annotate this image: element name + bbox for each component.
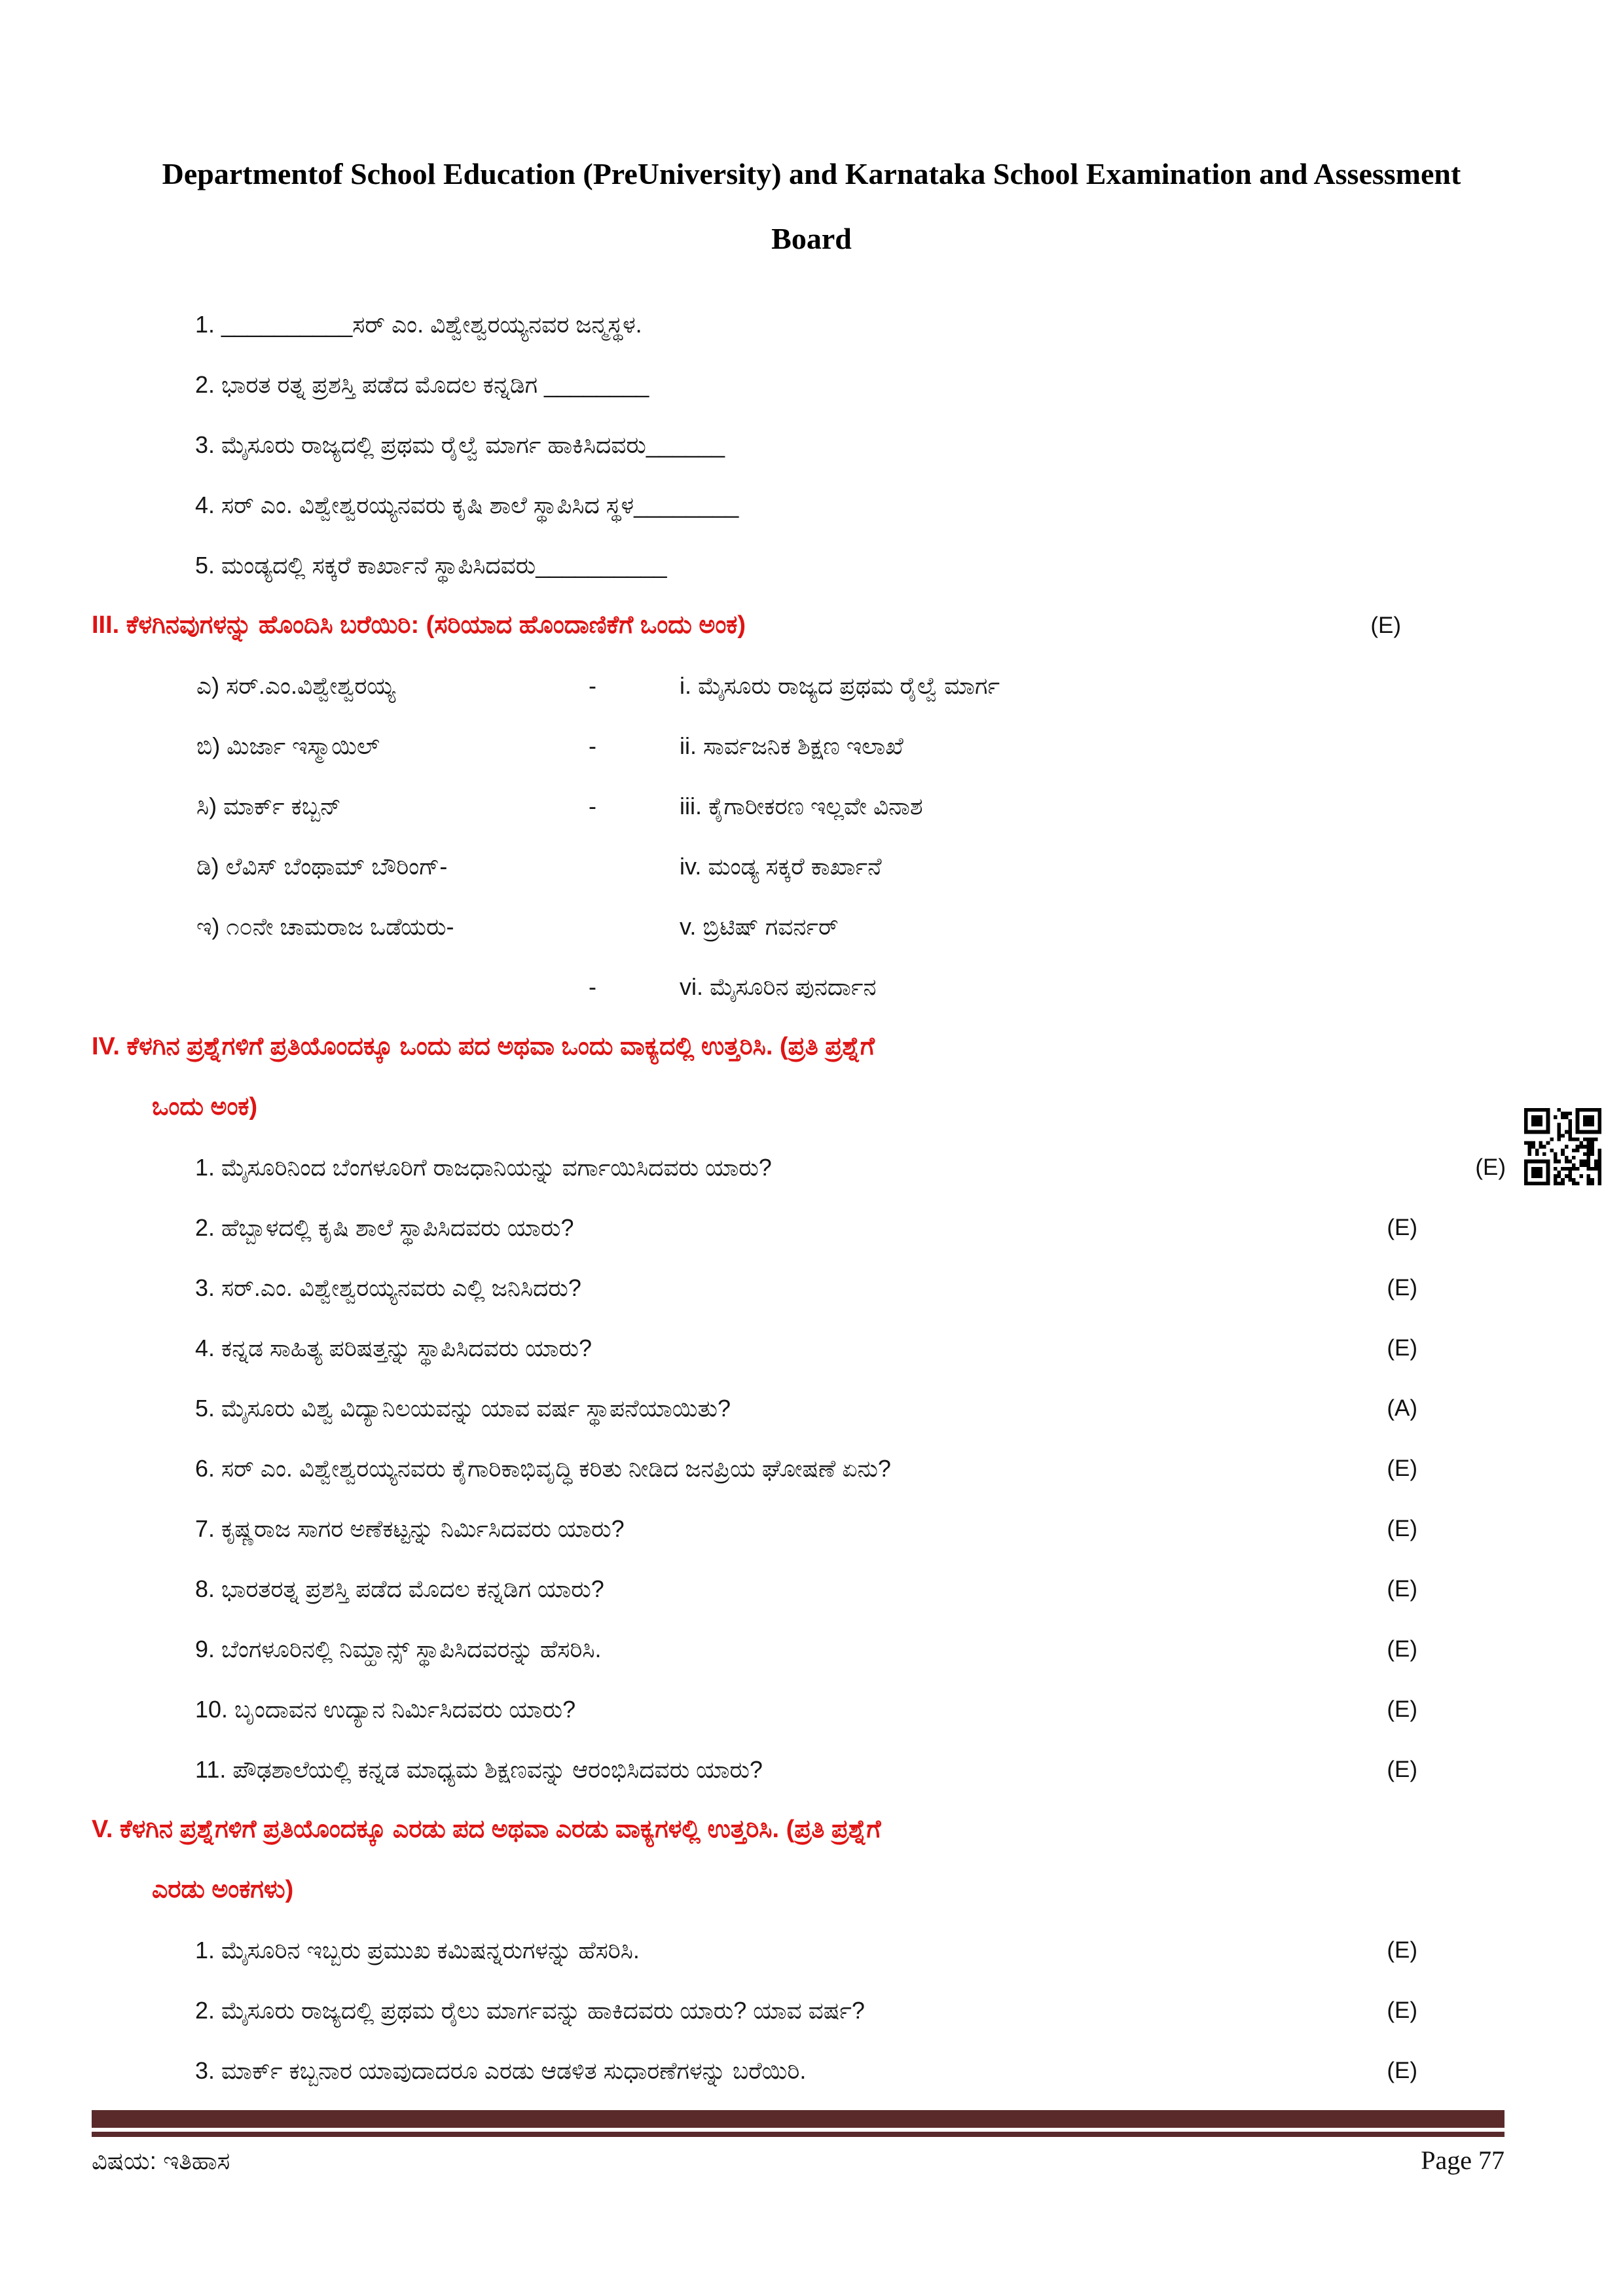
question-mark-label: (E) <box>1387 2057 1417 2083</box>
document-header <box>0 0 1623 257</box>
question-text: 9. ಬೆಂಗಳೂರಿನಲ್ಲಿ ನಿಮ್ಹಾನ್ಸ್ ಸ್ಥಾಪಿಸಿದವರನ್ನು ಹೆಸರಿಸಿ. <box>195 1635 602 1662</box>
match-right-item: v. ಬ್ರಿಟಿಷ್ ಗವರ್ನರ್ <box>680 912 839 940</box>
blank-item-text: 4. ಸರ್ ಎಂ. ವಿಶ್ವೇಶ್ವರಯ್ಯನವರು ಕೃಷಿ ಶಾಲೆ ಸ್ಥಾಪಿಸಿದ ಸ್ಥಳ________ <box>195 491 739 518</box>
match-row <box>196 716 1440 776</box>
question-row <box>195 1499 1417 1559</box>
question-text: 8. ಭಾರತರತ್ನ ಪ್ರಶಸ್ತಿ ಪಡೆದ ಮೊದಲ ಕನ್ನಡಿಗ ಯಾರು? <box>195 1575 604 1602</box>
question-text: 7. ಕೃಷ್ಣರಾಜ ಸಾಗರ ಅಣೆಕಟ್ಟನ್ನು ನಿರ್ಮಿಸಿದವರು ಯಾರು? <box>195 1515 625 1542</box>
match-left-item: ಸಿ) ಮಾರ್ಕ್ ಕಬ್ಬನ್ <box>196 792 341 819</box>
section-4-title-line-1: IV. ಕೆಳಗಿನ ಪ್ರಶ್ನೆಗಳಿಗೆ ಪ್ರತಿಯೊಂದಕ್ಕೂ ಒಂದು ಪದ ಅಥವಾ ಒಂದು ವಾಕ್ಯದಲ್ಲಿ ಉತ್ತರಿಸಿ. (ಪ್ರತಿ ಪ್ರಶ್ನೆಗೆ <box>92 1032 875 1060</box>
question-text: 10. ಬೃಂದಾವನ ಉದ್ಯಾನ ನಿರ್ಮಿಸಿದವರು ಯಾರು? <box>195 1695 576 1723</box>
qr-code <box>1524 1108 1601 1185</box>
blank-item-text: 3. ಮೈಸೂರು ರಾಜ್ಯದಲ್ಲಿ ಪ್ರಥಮ ರೈಲ್ವೆ ಮಾರ್ಗ ಹಾಕಿಸಿದವರು______ <box>195 431 725 458</box>
section-5-heading <box>92 1800 1401 1860</box>
question-text: 11. ಪೌಢಶಾಲೆಯಲ್ಲಿ ಕನ್ನಡ ಮಾಧ್ಯಮ ಶಿಕ್ಷಣವನ್ನು ಆರಂಭಿಸಿದವರು ಯಾರು? <box>195 1755 763 1783</box>
question-row <box>195 1138 1506 1198</box>
question-mark-label: (E) <box>1387 1515 1417 1541</box>
match-right-item: iv. ಮಂಡ್ಯ ಸಕ್ಕರೆ ಕಾರ್ಖಾನೆ <box>680 852 882 880</box>
match-left-item: ಎ) ಸರ್.ಎಂ.ವಿಶ್ವೇಶ್ವರಯ್ಯ <box>196 672 395 699</box>
header-line-1: Departmentof School Education (PreUniversity) and Karnataka School Examination and Assessment <box>162 157 1461 190</box>
match-right-item: vi. ಮೈಸೂರಿನ ಪುನರ್ದಾನ <box>680 973 877 1000</box>
blank-item-text: 2. ಭಾರತ ರತ್ನ ಪ್ರಶಸ್ತಿ ಪಡೆದ ಮೊದಲ ಕನ್ನಡಿಗ ________ <box>195 370 649 398</box>
question-mark-label: (E) <box>1387 1937 1417 1963</box>
section-3-mark-label: (E) <box>1370 612 1401 638</box>
question-row <box>195 1740 1417 1800</box>
footer-subject-label: ವಿಷಯ: ಇತಿಹಾಸ <box>92 2147 230 2174</box>
question-mark-label: (E) <box>1387 1214 1417 1240</box>
question-text: 5. ಮೈಸೂರು ವಿಶ್ವ ವಿದ್ಯಾನಿಲಯವನ್ನು ಯಾವ ವರ್ಷ ಸ್ಥಾಪನೆಯಾಯಿತು? <box>195 1394 731 1422</box>
match-right-item: iii. ಕೈಗಾರೀಕರಣ ಇಲ್ಲವೇ ವಿನಾಶ <box>680 792 923 819</box>
question-mark-label: (A) <box>1387 1395 1417 1421</box>
question-mark-label: (E) <box>1387 1636 1417 1662</box>
match-left-item: ಇ) ೧೦ನೇ ಚಾಮರಾಜ ಒಡೆಯರು- <box>196 912 454 940</box>
question-row <box>195 1920 1417 1981</box>
match-dash: - <box>589 973 596 1000</box>
question-text: 1. ಮೈಸೂರಿನ ಇಬ್ಬರು ಪ್ರಮುಖ ಕಮಿಷನ್ನರುಗಳನ್ನು ಹೆಸರಿಸಿ. <box>195 1936 640 1964</box>
header-line-2: Board <box>771 221 852 255</box>
match-left-item: ಡಿ) ಲೆವಿಸ್ ಬೆಂಥಾಮ್ ಬೌರಿಂಗ್- <box>196 852 448 880</box>
question-row <box>195 2041 1417 2101</box>
footer-rule-thick <box>92 2110 1504 2128</box>
question-text: 2. ಹೆಬ್ಬಾಳದಲ್ಲಿ ಕೃಷಿ ಶಾಲೆ ಸ್ಥಾಪಿಸಿದವರು ಯಾರು? <box>195 1213 574 1241</box>
question-text: 3. ಮಾರ್ಕ್ ಕಬ್ಬನಾರ ಯಾವುದಾದರೂ ಎರಡು ಆಡಳಿತ ಸುಧಾರಣೆಗಳನ್ನು ಬರೆಯಿರಿ. <box>195 2056 807 2084</box>
match-right-item: ii. ಸಾರ್ವಜನಿಕ ಶಿಕ್ಷಣ ಇಲಾಖೆ <box>680 732 903 759</box>
blank-item-text: 5. ಮಂಡ್ಯದಲ್ಲಿ ಸಕ್ಕರೆ ಕಾರ್ಖಾನೆ ಸ್ಥಾಪಿಸಿದವರು__________ <box>195 551 667 579</box>
match-dash: - <box>589 672 596 699</box>
match-row <box>196 776 1440 836</box>
match-dash: - <box>589 732 596 759</box>
question-mark-label: (E) <box>1387 1756 1417 1782</box>
question-row <box>195 1559 1417 1619</box>
section-3-heading <box>92 596 1401 656</box>
section-4-heading-continued <box>152 1077 1623 1138</box>
question-mark-label: (E) <box>1387 1575 1417 1602</box>
match-left-item: ಬಿ) ಮಿರ್ಜಾ ಇಸ್ಮಾಯಿಲ್ <box>196 732 380 759</box>
match-row <box>196 897 1440 957</box>
question-mark-label: (E) <box>1387 1696 1417 1722</box>
blank-item <box>195 295 1417 355</box>
question-row <box>195 1619 1417 1679</box>
question-text: 6. ಸರ್ ಎಂ. ವಿಶ್ವೇಶ್ವರಯ್ಯನವರು ಕೈಗಾರಿಕಾಭಿವೃದ್ಧಿ ಕರಿತು ನೀಡಿದ ಜನಪ್ರಿಯ ಘೋಷಣೆ ಏನು? <box>195 1454 891 1482</box>
match-dash: - <box>589 792 596 819</box>
section-5-title-line-1: V. ಕೆಳಗಿನ ಪ್ರಶ್ನೆಗಳಿಗೆ ಪ್ರತಿಯೊಂದಕ್ಕೂ ಎರಡು ಪದ ಅಥವಾ ಎರಡು ವಾಕ್ಯಗಳಲ್ಲಿ ಉತ್ತರಿಸಿ. (ಪ್ರತಿ ಪ್ರಶ್ನೆಗೆ <box>92 1815 881 1843</box>
blank-item <box>195 475 1417 535</box>
question-mark-label: (E) <box>1387 1335 1417 1361</box>
question-text: 2. ಮೈಸೂರು ರಾಜ್ಯದಲ್ಲಿ ಪ್ರಥಮ ರೈಲು ಮಾರ್ಗವನ್ನು ಹಾಕಿದವರು ಯಾರು? ಯಾವ ವರ್ಷ? <box>195 1996 865 2024</box>
match-row <box>196 957 1440 1017</box>
question-mark-label: (E) <box>1387 1997 1417 2023</box>
section-3-title: III. ಕೆಳಗಿನವುಗಳನ್ನು ಹೊಂದಿಸಿ ಬರೆಯಿರಿ: (ಸರಿಯಾದ ಹೊಂದಾಣಿಕೆಗೆ ಒಂದು ಅಂಕ) <box>92 611 746 639</box>
section-5-title-line-2: ಎರಡು ಅಂಕಗಳು) <box>152 1875 294 1903</box>
question-row <box>195 1679 1417 1740</box>
question-mark-label: (E) <box>1387 1455 1417 1481</box>
blank-item-text: 1. __________ಸರ್ ಎಂ. ವಿಶ್ವೇಶ್ವರಯ್ಯನವರ ಜನ್ಮಸ್ಥಳ. <box>195 310 642 338</box>
footer-rule-thin <box>92 2132 1504 2137</box>
question-text: 3. ಸರ್.ಎಂ. ವಿಶ್ವೇಶ್ವರಯ್ಯನವರು ಎಲ್ಲಿ ಜನಿಸಿದರು? <box>195 1274 581 1301</box>
section-4-heading <box>92 1017 1401 1077</box>
footer-page-number: Page 77 <box>1421 2145 1504 2175</box>
question-row <box>195 1258 1417 1318</box>
match-right-item: i. ಮೈಸೂರು ರಾಜ್ಯದ ಪ್ರಥಮ ರೈಲ್ವೆ ಮಾರ್ಗ <box>680 672 1000 699</box>
blank-item <box>195 415 1417 475</box>
blank-item <box>195 535 1417 596</box>
question-row <box>195 1318 1417 1378</box>
question-row <box>195 1439 1417 1499</box>
question-mark-label: (E) <box>1475 1154 1506 1180</box>
question-text: 1. ಮೈಸೂರಿನಿಂದ ಬೆಂಗಳೂರಿಗೆ ರಾಜಧಾನಿಯನ್ನು ವರ್ಗಾಯಿಸಿದವರು ಯಾರು? <box>195 1153 772 1181</box>
match-row <box>196 836 1440 897</box>
section-4-title-line-2: ಒಂದು ಅಂಕ) <box>152 1092 258 1121</box>
blank-item <box>195 355 1417 415</box>
page-footer <box>92 2110 1504 2176</box>
question-text: 4. ಕನ್ನಡ ಸಾಹಿತ್ಯ ಪರಿಷತ್ತನ್ನು ಸ್ಥಾಪಿಸಿದವರು ಯಾರು? <box>195 1334 592 1361</box>
section-5-heading-continued <box>152 1860 1623 1920</box>
match-row <box>196 656 1440 716</box>
question-row <box>195 1198 1417 1258</box>
question-mark-label: (E) <box>1387 1274 1417 1300</box>
document-body <box>0 295 1623 2101</box>
question-row <box>195 1981 1417 2041</box>
question-row <box>195 1378 1417 1439</box>
